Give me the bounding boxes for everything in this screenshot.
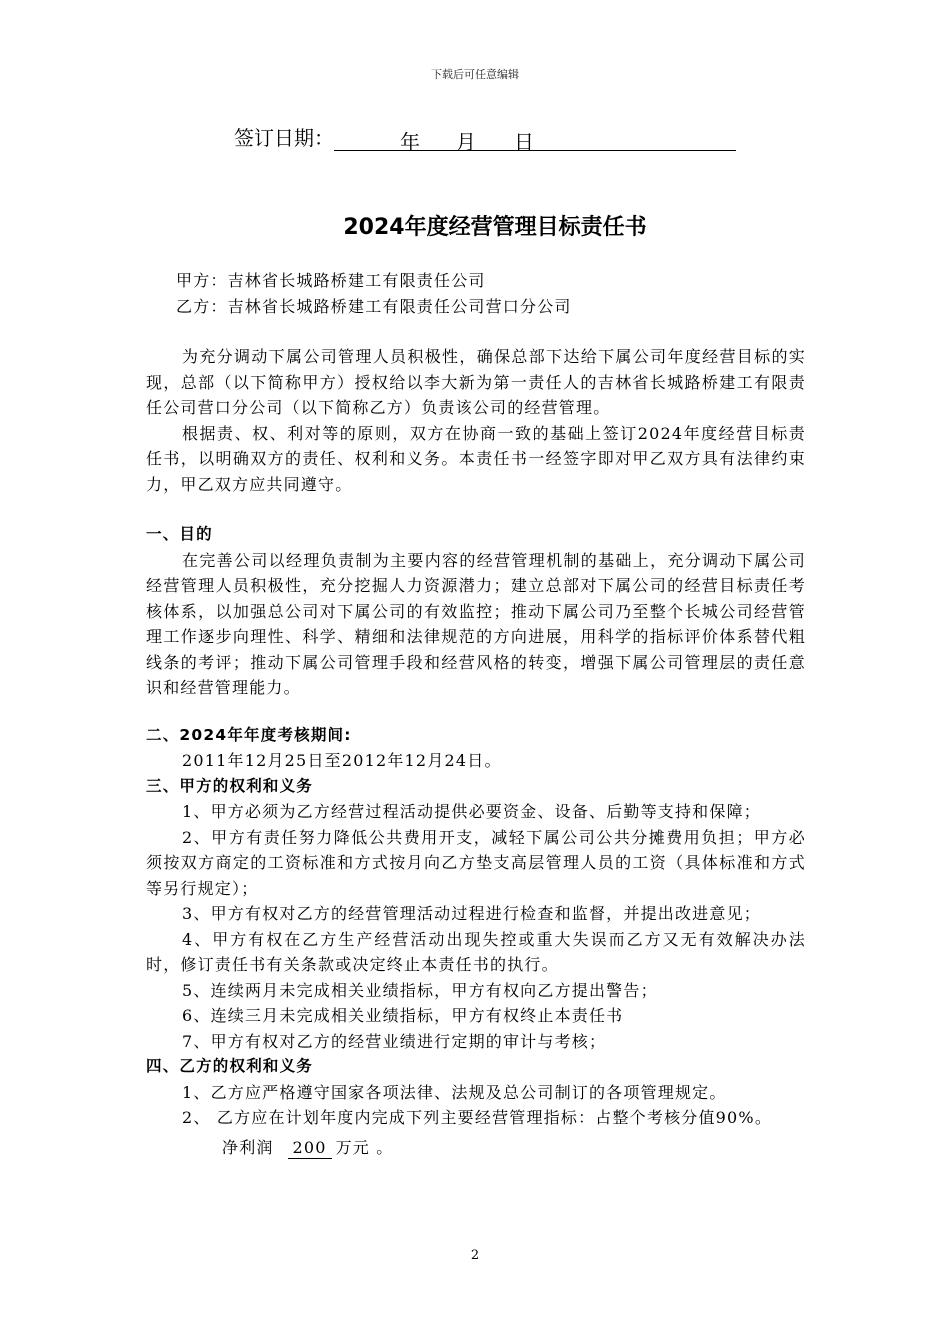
section-4-heading: 四、乙方的权利和义务 xyxy=(146,1057,314,1075)
section-3-item: 2、甲方有责任努力降低公共费用开支，减轻下属公司公共分摊费用负担；甲方必须按双方商定的工资标准和方式按月向乙方垫支高层管理人员的工资（具体标准和方式等另行规定）； xyxy=(146,827,806,898)
party-b: 乙方：吉林省长城路桥建工有限责任公司营口分公司 xyxy=(176,296,572,316)
section-4-item: 1、乙方应严格遵守国家各项法律、法规及总公司制订的各项管理规定。 xyxy=(182,1082,727,1102)
net-profit-line xyxy=(222,1135,806,1161)
section-2-text: 2011年12月25日至2012年12月24日。 xyxy=(182,751,502,770)
section-1-text: 在完善公司以经理负责制为主要内容的经营管理机制的基础上，充分调动下属公司经营管理人员积极性，充分挖掘人力资源潜力；建立总部对下属公司的经营目标责任考核体系，以加强总公司对下属公司的有效监控；推动下属公司乃至整个长城公司经营管理工作逐步向理性、科学、精细和法律规范的方向进展，用科学的指标评价体系替代粗线条的考评；推动下属公司管理手段和经营风格的转变，增强下属公司管理层的责任意识和经营管理能力。 xyxy=(146,550,806,697)
intro-paragraph-2: 根据责、权、利对等的原则，双方在协商一致的基础上签订2024年度经营目标责任书，以明确双方的责任、权利和义务。本责任书一经签字即对甲乙双方具有法律约束力，甲乙双方应共同遵守。 xyxy=(146,423,806,494)
section-2-heading: 二、2024年年度考核期间: xyxy=(146,725,352,744)
section-3-item: 4、甲方有权在乙方生产经营活动出现失控或重大失误而乙方又无有效解决办法时，修订责任书有关条款或决定终止本责任书的执行。 xyxy=(146,929,806,974)
sign-date-label: 签订日期： xyxy=(234,126,334,150)
sign-date-day: 日 xyxy=(514,130,534,154)
section-3-item: 1、甲方必须为乙方经营过程活动提供必要资金、设备、后勤等支持和保障； xyxy=(182,802,761,821)
net-profit-label: 净利润 xyxy=(222,1137,274,1157)
section-1-heading: 一、目的 xyxy=(146,525,213,543)
section-3-item: 3、甲方有权对乙方的经营管理活动过程进行检查和监督，并提出改进意见； xyxy=(182,904,761,923)
sign-date-month: 月 xyxy=(456,130,476,154)
document-body xyxy=(146,268,806,1160)
section-3-item: 7、甲方有权对乙方的经营业绩进行定期的审计与考核； xyxy=(182,1031,607,1051)
document-title: 2024年度经营管理目标责任书 xyxy=(343,215,647,240)
net-profit-value: 200 xyxy=(288,1138,332,1159)
sign-date-underline xyxy=(334,124,736,154)
sign-date-line xyxy=(234,122,736,154)
page-header: 下载后可任意编辑 xyxy=(431,68,519,81)
sign-date-year: 年 xyxy=(400,130,420,154)
section-3-item: 5、连续两月未完成相关业绩指标，甲方有权向乙方提出警告； xyxy=(182,980,658,1000)
page-number: 2 xyxy=(470,1248,480,1263)
intro-paragraph-1: 为充分调动下属公司管理人员积极性，确保总部下达给下属公司年度经营目标的实现，总部（以下简称甲方）授权给以李大新为第一责任人的吉林省长城路桥建工有限责任公司营口分公司（以下简称乙方）负责该公司的经营管理。 xyxy=(146,347,806,417)
party-a: 甲方：吉林省长城路桥建工有限责任公司 xyxy=(176,271,486,290)
section-4-item: 2、 乙方应在计划年度内完成下列主要经营管理指标：占整个考核分值90%。 xyxy=(182,1108,773,1127)
section-3-item: 6、连续三月未完成相关业绩指标，甲方有权终止本责任书 xyxy=(182,1006,624,1025)
net-profit-unit: 万元 。 xyxy=(335,1137,394,1157)
section-3-heading: 三、甲方的权利和义务 xyxy=(146,776,314,795)
